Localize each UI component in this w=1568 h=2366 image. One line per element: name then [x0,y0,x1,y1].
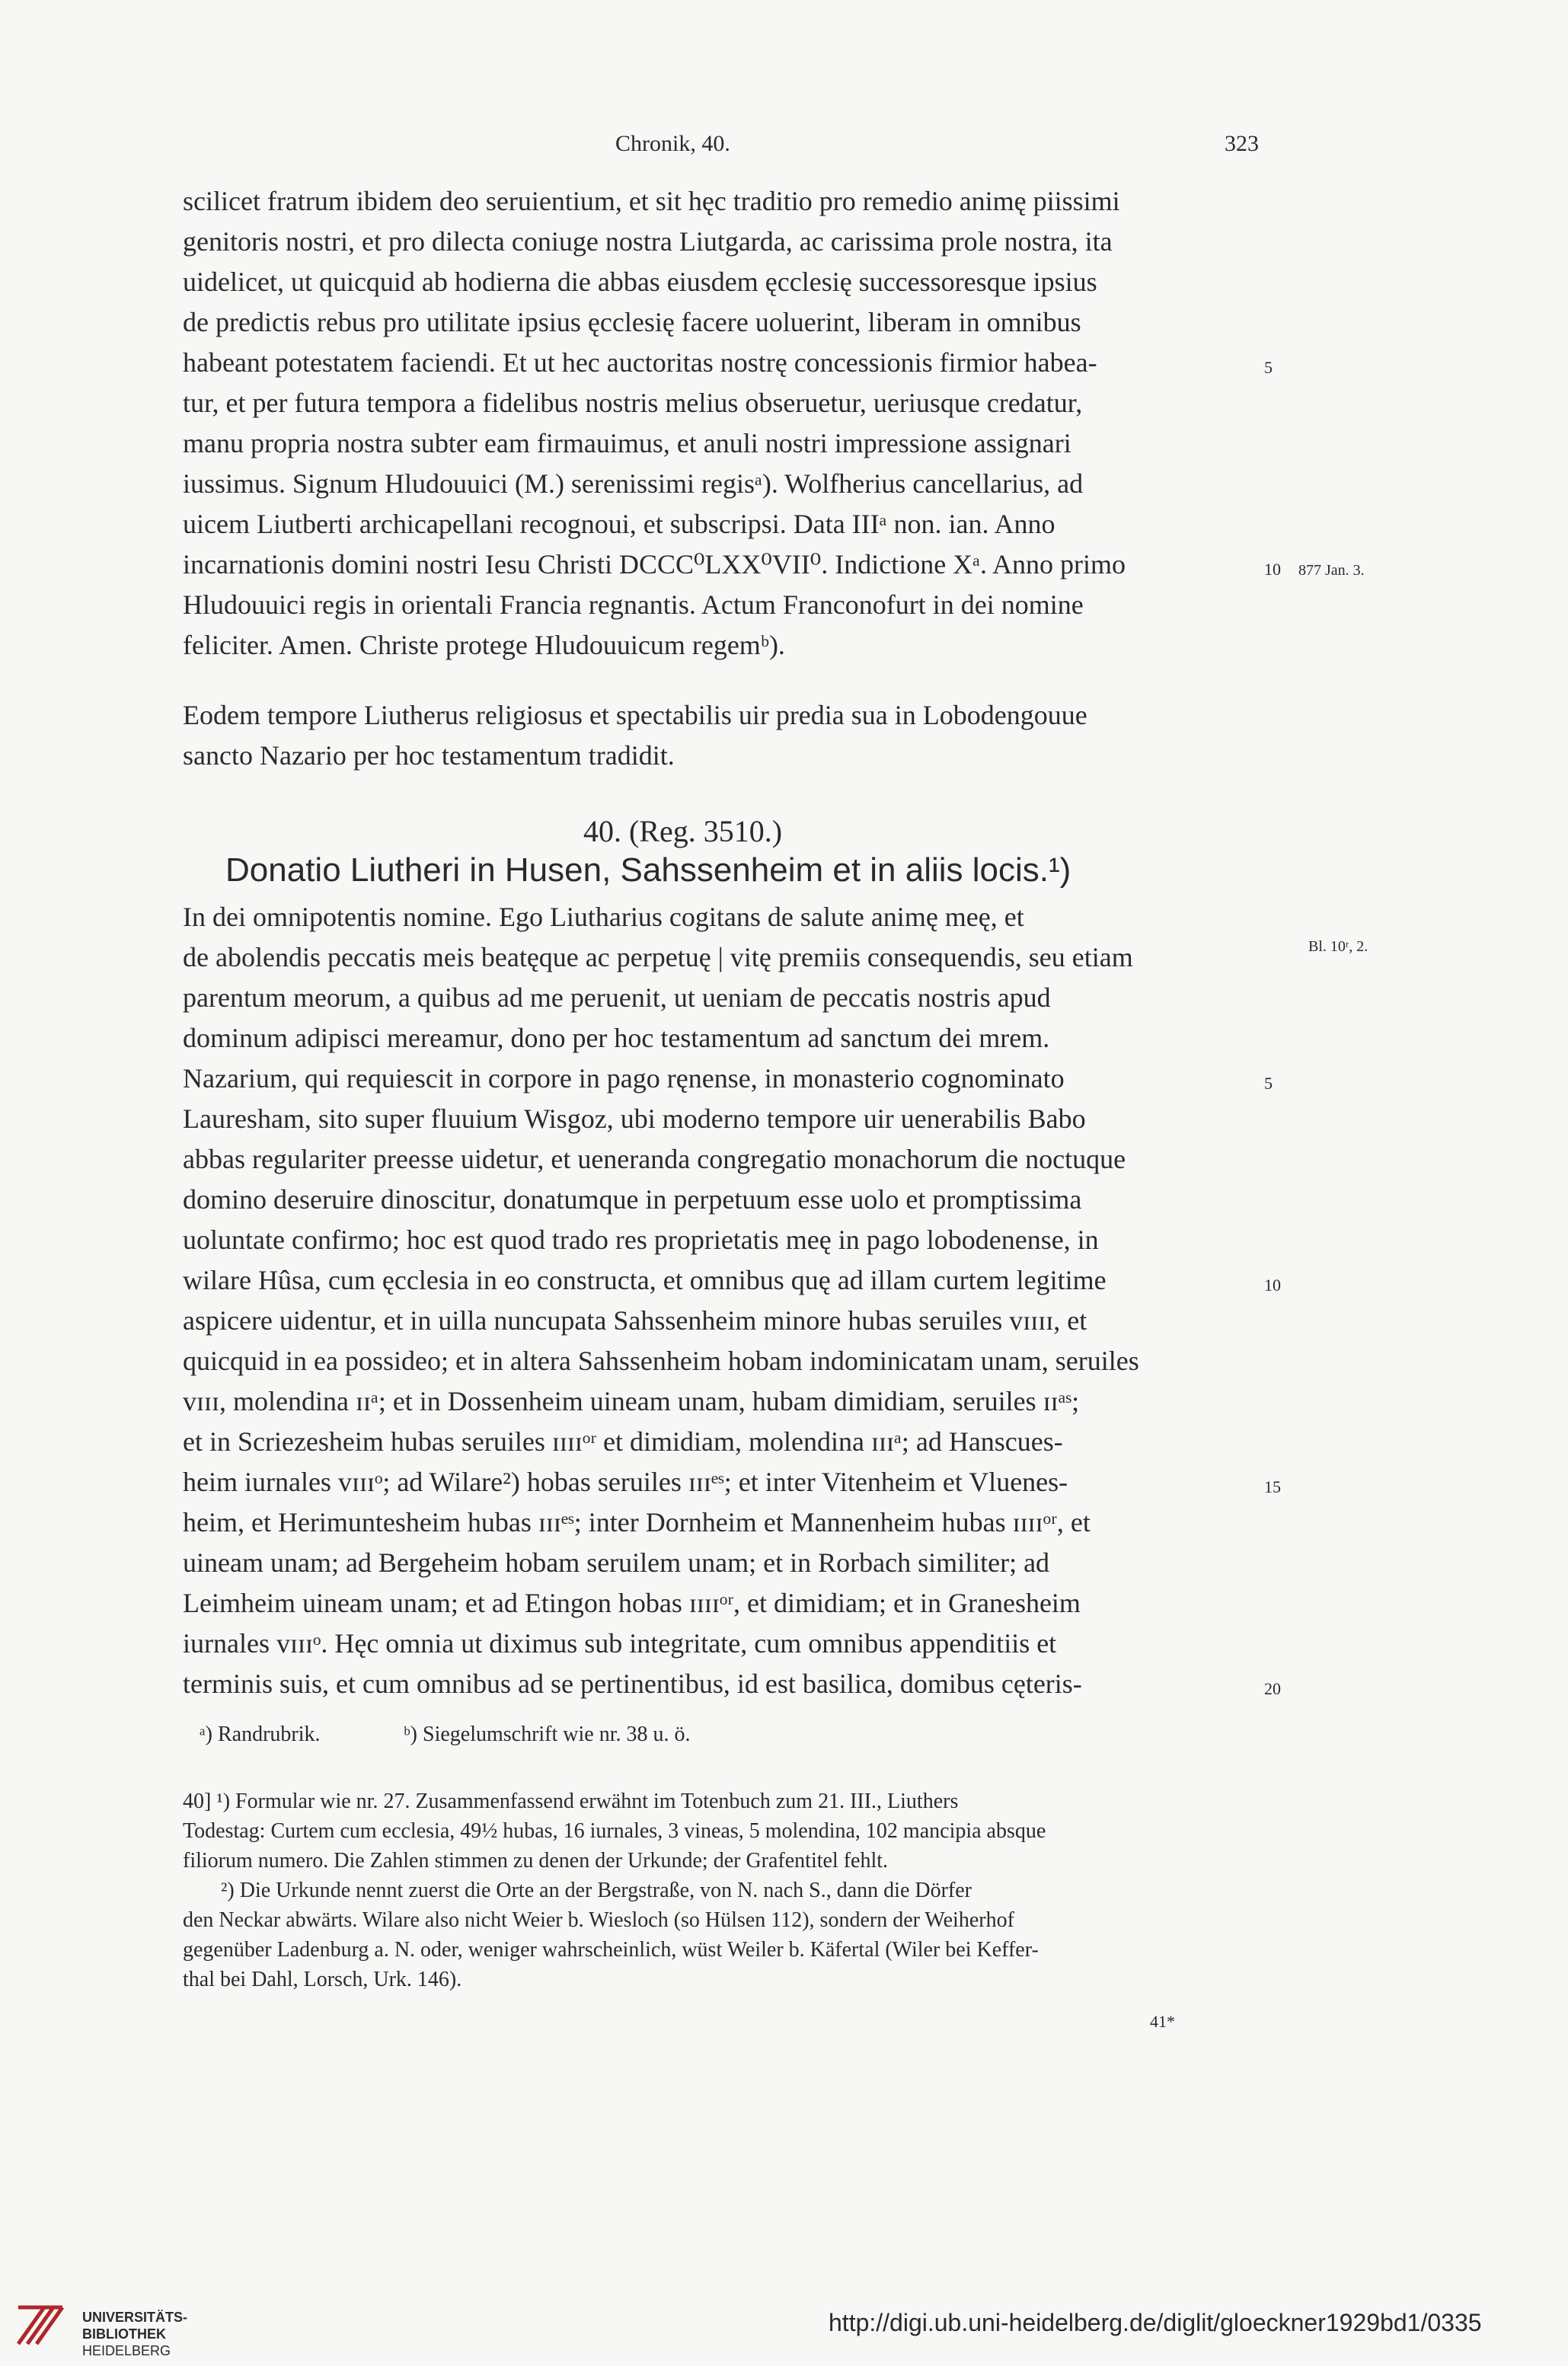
text-line: terminis suis, et cum omnibus ad se pertinentibus, id est basilica, domibus cęteris- [183,1668,1082,1699]
text-line: et in Scriezesheim hubas seruiles ɪɪɪɪᵒʳ et dimidiam, molendina ɪɪɪᵃ; ad Hanscues- [183,1426,1063,1457]
line-number: 5 [1264,1074,1273,1093]
signature-mark: 41* [1150,2012,1175,2031]
text-line: parentum meorum, a quibus ad me peruenit, ut ueniam de peccatis nostris apud [183,982,1051,1013]
library-name-line: HEIDELBERG [82,2343,171,2358]
footnote-b: ᵇ) Siegelumschrift wie nr. 38 u. ö. [404,1723,691,1746]
text-line: habeant potestatem faciendi. Et ut hec auctoritas nostrę concessionis firmior habea- [183,347,1097,378]
note-line: 40] ¹) Formular wie nr. 27. Zusammenfassend erwähnt im Totenbuch zum 21. III., Liuthers [183,1790,959,1813]
note-line: gegenüber Ladenburg a. N. oder, weniger wahrscheinlich, wüst Weiler b. Käfertal (Wiler bei Keffer- [183,1938,1039,1962]
text-line: wilare Hûsa, cum ęcclesia in eo constructa, et omnibus quę ad illam curtem legitime [183,1265,1107,1295]
permalink-url[interactable]: http://digi.ub.uni-heidelberg.de/diglit/gloeckner1929bd1/0335 [829,2309,1482,2336]
text-line: uoluntate confirmo; hoc est quod trado res proprietatis meę in pago lobodenense, in [183,1225,1099,1255]
page-number: 323 [1225,131,1259,156]
note-line: den Neckar abwärts. Wilare also nicht Weier b. Wiesloch (so Hülsen 112), sondern der Weiherhof [183,1908,1014,1932]
text-line: uidelicet, ut quicquid ab hodierna die abbas eiusdem ęcclesię successoresque ipsius [183,267,1097,297]
text-line: domino deseruire dinoscitur, donatumque in perpetuum esse uolo et promptissima [183,1184,1082,1215]
text-line: scilicet fratrum ibidem deo seruientium, et sit hęc traditio pro remedio animę piissimi [183,186,1120,216]
text-line: Nazarium, qui requiescit in corpore in pago ręnense, in monasterio cognominato [183,1063,1065,1094]
text-line: dominum adipisci mereamur, dono per hoc testamentum ad sanctum dei mrem. [183,1023,1050,1053]
text-line: manu propria nostra subter eam firmauimus, et anuli nostri impressione assignari [183,428,1071,458]
library-logo-icon [14,2300,69,2348]
note-line: ²) Die Urkunde nennt zuerst die Orte an der Bergstraße, von N. nach S., dann die Dörfer [221,1879,972,1902]
note-line: Todestag: Curtem cum ecclesia, 49½ hubas, 16 iurnales, 3 vineas, 5 molendina, 102 mancipia absque [183,1819,1046,1843]
entry-number: 40. (Reg. 3510.) [583,814,783,848]
text-line: incarnationis domini nostri Iesu Christi DCCC⁰LXX⁰VII⁰. Indictione Xᵃ. Anno primo [183,549,1126,580]
text-line: Leimheim uineam unam; et ad Etingon hobas ɪɪɪɪᵒʳ, et dimidiam; et in Granesheim [183,1588,1081,1618]
margin-folio-note: Bl. 10ʳ, 2. [1308,938,1368,955]
text-line: Lauresham, sito super fluuium Wisgoz, ubi moderno tempore uir uenerabilis Babo [183,1103,1086,1134]
text-line: ᴠɪɪɪ, molendina ɪɪᵃ; et in Dossenheim uineam unam, hubam dimidiam, seruiles ɪɪᵃˢ; [183,1386,1080,1416]
text-line: In dei omnipotentis nomine. Ego Liutharius cogitans de salute animę meę, et [183,902,1024,932]
text-line: de abolendis peccatis meis beatęque ac perpetuę | vitę premiis consequendis, seu etiam [183,942,1133,972]
text-line: heim iurnales ᴠɪɪɪᵒ; ad Wilare²) hobas seruiles ɪɪɪᵉˢ; et inter Vitenheim et Vluenes- [183,1467,1068,1497]
library-name-line: BIBLIOTHEK [82,2326,166,2342]
text-line: Eodem tempore Liutherus religiosus et spectabilis uir predia sua in Lobodengouue [183,700,1087,730]
note-line: filiorum numero. Die Zahlen stimmen zu denen der Urkunde; der Grafentitel fehlt. [183,1849,889,1873]
text-line: sancto Nazario per hoc testamentum tradidit. [183,740,675,771]
line-number: 15 [1264,1477,1281,1496]
text-line: aspicere uidentur, et in uilla nuncupata Sahssenheim minore hubas seruiles ᴠɪɪɪɪ, et [183,1305,1087,1336]
library-name-line: UNIVERSITÄTS- [82,2310,188,2325]
text-line: heim, et Herimuntesheim hubas ɪɪɪᵉˢ; inter Dornheim et Mannenheim hubas ɪɪɪɪᵒʳ, et [183,1507,1091,1537]
line-number: 10 [1264,560,1281,579]
library-name [82,2309,187,2359]
text-line: abbas regulariter preesse uidetur, et ueneranda congregatio monachorum die noctuque [183,1144,1126,1174]
running-header-title: Chronik, 40. [615,131,730,156]
text-line: tur, et per futura tempora a fidelibus nostris melius obseruetur, ueriusque credatur, [183,388,1083,418]
text-line: feliciter. Amen. Christe protege Hludouuicum regemᵇ). [183,630,785,660]
text-line: genitoris nostri, et pro dilecta coniuge nostra Liutgarda, ac carissima prole nostra, ita [183,226,1113,257]
text-line: quicquid in ea possideo; et in altera Sahssenheim hobam indominicatam unam, seruiles [183,1346,1139,1376]
line-number: 10 [1264,1276,1281,1295]
text-line: uicem Liutberti archicapellani recognoui, et subscripsi. Data IIIᵃ non. ian. Anno [183,509,1055,539]
margin-date-note: 877 Jan. 3. [1298,562,1365,579]
footnote-a: ᵃ) Randrubrik. [200,1723,321,1746]
entry-title: Donatio Liutheri in Husen, Sahssenheim et in aliis locis.¹) [225,851,1071,889]
line-number: 5 [1264,358,1273,377]
text-line: Hludouuici regis in orientali Francia regnantis. Actum Franconofurt in dei nomine [183,589,1084,620]
text-line: uineam unam; ad Bergeheim hobam seruilem unam; et in Rorbach similiter; ad [183,1547,1050,1578]
line-number: 20 [1264,1679,1281,1698]
text-line: de predictis rebus pro utilitate ipsius ęcclesię facere uoluerint, liberam in omnibus [183,307,1081,337]
note-line: thal bei Dahl, Lorsch, Urk. 146). [183,1968,462,1991]
text-line: iussimus. Signum Hludouuici (M.) serenissimi regisᵃ). Wolfherius cancellarius, ad [183,468,1084,499]
text-line: iurnales ᴠɪɪɪᵒ. Hęc omnia ut diximus sub integritate, cum omnibus appenditiis et [183,1628,1057,1659]
